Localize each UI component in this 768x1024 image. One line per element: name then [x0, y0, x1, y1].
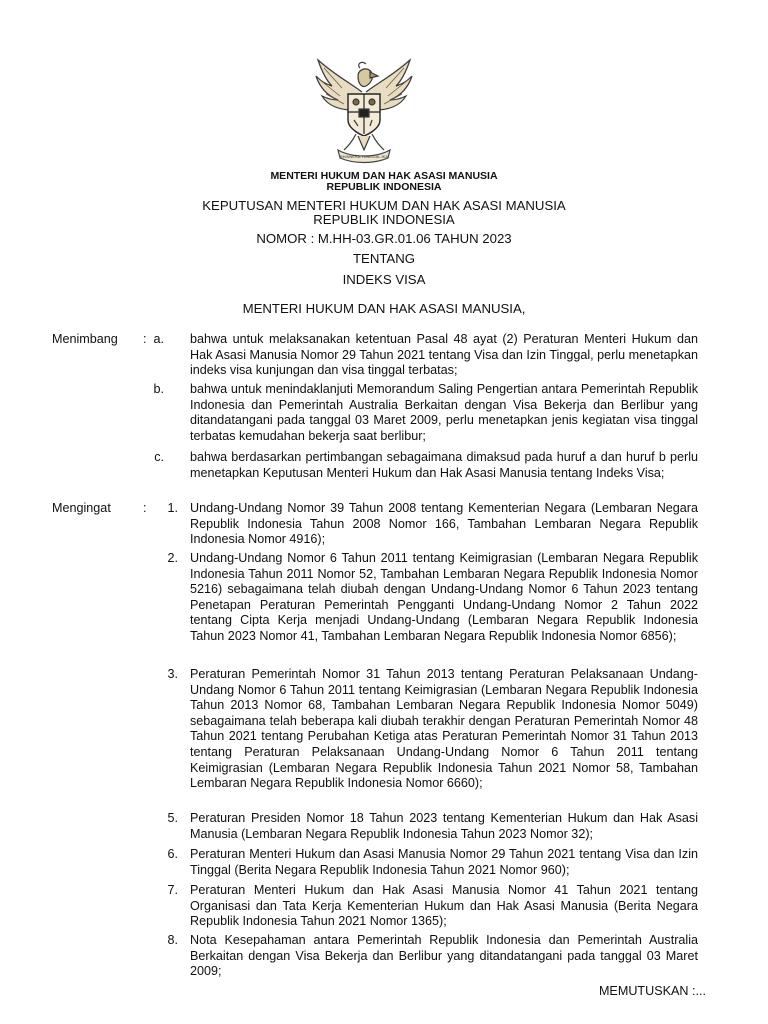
emblem-motto: BHINNEKA TUNGGAL IKA: [339, 154, 389, 159]
title-line-2: REPUBLIK INDONESIA: [313, 212, 455, 227]
mengingat-marker: 5.: [167, 811, 178, 825]
issuing-authority: MENTERI HUKUM DAN HAK ASASI MANUSIA,: [242, 301, 526, 316]
garuda-emblem: [312, 54, 416, 166]
mengingat-item: Peraturan Menteri Hukum dan Hak Asasi Manusia Nomor 41 Tahun 2021 tentang Organisasi dan Tata Kerja Kementerian Hukum dan Hak Asasi Manusia (Berita Negara Republik Indonesia Tahun 2021 Nomor 1365);: [190, 883, 698, 929]
mengingat-marker: 8.: [167, 933, 178, 947]
about-label: TENTANG: [352, 251, 416, 266]
mengingat-marker: 7.: [167, 883, 178, 897]
menimbang-item: bahwa berdasarkan pertimbangan sebagaimana dimaksud pada huruf a dan huruf b perlu menetapkan Keputusan Menteri Hukum dan Hak Asasi Manusia tentang Indeks Visa;: [190, 450, 698, 480]
mengingat-marker: 2.: [167, 551, 178, 565]
mengingat-marker: 1.: [167, 501, 178, 515]
menimbang-label: Menimbang: [52, 332, 118, 346]
mengingat-marker: 6.: [167, 847, 178, 861]
menimbang-colon: :: [143, 332, 147, 346]
issuer-line-1: MENTERI HUKUM DAN HAK ASASI MANUSIA: [270, 170, 498, 182]
menimbang-item: bahwa untuk menindaklanjuti Memorandum Saling Pengertian antara Pemerintah Republik Indonesia dan Pemerintah Australia Berkaitan dengan Visa Bekerja dan Berlibur yang ditandatangani pada tanggal 03 Maret 2009, perlu menetapkan jenis kegiatan visa tinggal terbatas kemudahan bekerja saat berlibur;: [190, 382, 698, 443]
title-line-1: KEPUTUSAN MENTERI HUKUM DAN HAK ASASI MANUSIA: [202, 198, 566, 213]
mengingat-colon: :: [143, 501, 147, 515]
mengingat-item: Undang-Undang Nomor 39 Tahun 2008 tentang Kementerian Negara (Lembaran Negara Republik Indonesia Tahun 2008 Nomor 166, Tambahan Lembaran Negara Republik Indonesia Nomor 4916);: [190, 501, 698, 547]
mengingat-item: Peraturan Presiden Nomor 18 Tahun 2023 tentang Kementerian Hukum dan Hak Asasi Manusia (Lembaran Negara Republik Indonesia Tahun 2023 Nomor 32);: [190, 811, 698, 841]
menimbang-marker: c.: [154, 450, 164, 464]
mengingat-item: Undang-Undang Nomor 6 Tahun 2011 tentang Keimigrasian (Lembaran Negara Republik Indonesia Tahun 2011 Nomor 52, Tambahan Lembaran Negara Republik Indonesia Nomor 5216) sebagaimana telah diubah dengan Undang-Undang Nomor 6 Tahun 2023 tentang Penetapan Peraturan Pemerintah Pengganti Undang-Undang Nomor 2 Tahun 2022 tentang Cipta Kerja menjadi Undang-Undang (Lembaran Negara Republik Indonesia Tahun 2023 Nomor 41, Tambahan Lembaran Negara Republik Indonesia Nomor 6856);: [190, 551, 698, 643]
menimbang-item: bahwa untuk melaksanakan ketentuan Pasal 48 ayat (2) Peraturan Menteri Hukum dan Hak Asasi Manusia Nomor 29 Tahun 2021 tentang Visa dan Izin Tinggal, perlu menetapkan indeks visa kunjungan dan visa tinggal terbatas;: [190, 332, 698, 378]
mengingat-item: Nota Kesepahaman antara Pemerintah Republik Indonesia dan Pemerintah Australia Berkaitan dengan Visa Bekerja dan Berlibur yang ditandatangani pada tanggal 03 Maret 2009;: [190, 933, 698, 979]
mengingat-label: Mengingat: [52, 501, 111, 515]
document-number: NOMOR : M.HH-03.GR.01.06 TAHUN 2023: [256, 231, 512, 246]
mengingat-item: Peraturan Menteri Hukum dan Asasi Manusia Nomor 29 Tahun 2021 tentang Visa dan Izin Tinggal (Berita Negara Republik Indonesia Tahun 2021 Nomor 960);: [190, 847, 698, 877]
document-subject: INDEKS VISA: [342, 272, 426, 287]
mengingat-item: Peraturan Pemerintah Nomor 31 Tahun 2013 tentang Peraturan Pelaksanaan Undang-Undang Nomor 6 Tahun 2011 tentang Keimigrasian (Lembaran Negara Republik Indonesia Tahun 2013 Nomor 68, Tambahan Lembaran Negara Republik Indonesia Nomor 5049) sebagaimana telah beberapa kali diubah terakhir dengan Peraturan Pemerintah Nomor 48 Tahun 2021 tentang Perubahan Ketiga atas Peraturan Pemerintah Nomor 31 Tahun 2013 tentang Peraturan Pelaksanaan Undang-Undang Nomor 6 Tahun 2011 tentang Keimigrasian (Lembaran Negara Republik Indonesia Tahun 2021 Nomor 58, Tambahan Lembaran Negara Republik Indonesia Nomor 6660);: [190, 667, 698, 791]
menimbang-marker: a.: [153, 332, 164, 346]
issuer-line-2: REPUBLIK INDONESIA: [326, 181, 442, 193]
mengingat-marker: 3.: [167, 667, 178, 681]
continuation-marker: MEMUTUSKAN :...: [598, 984, 706, 998]
menimbang-marker: b.: [153, 382, 164, 396]
